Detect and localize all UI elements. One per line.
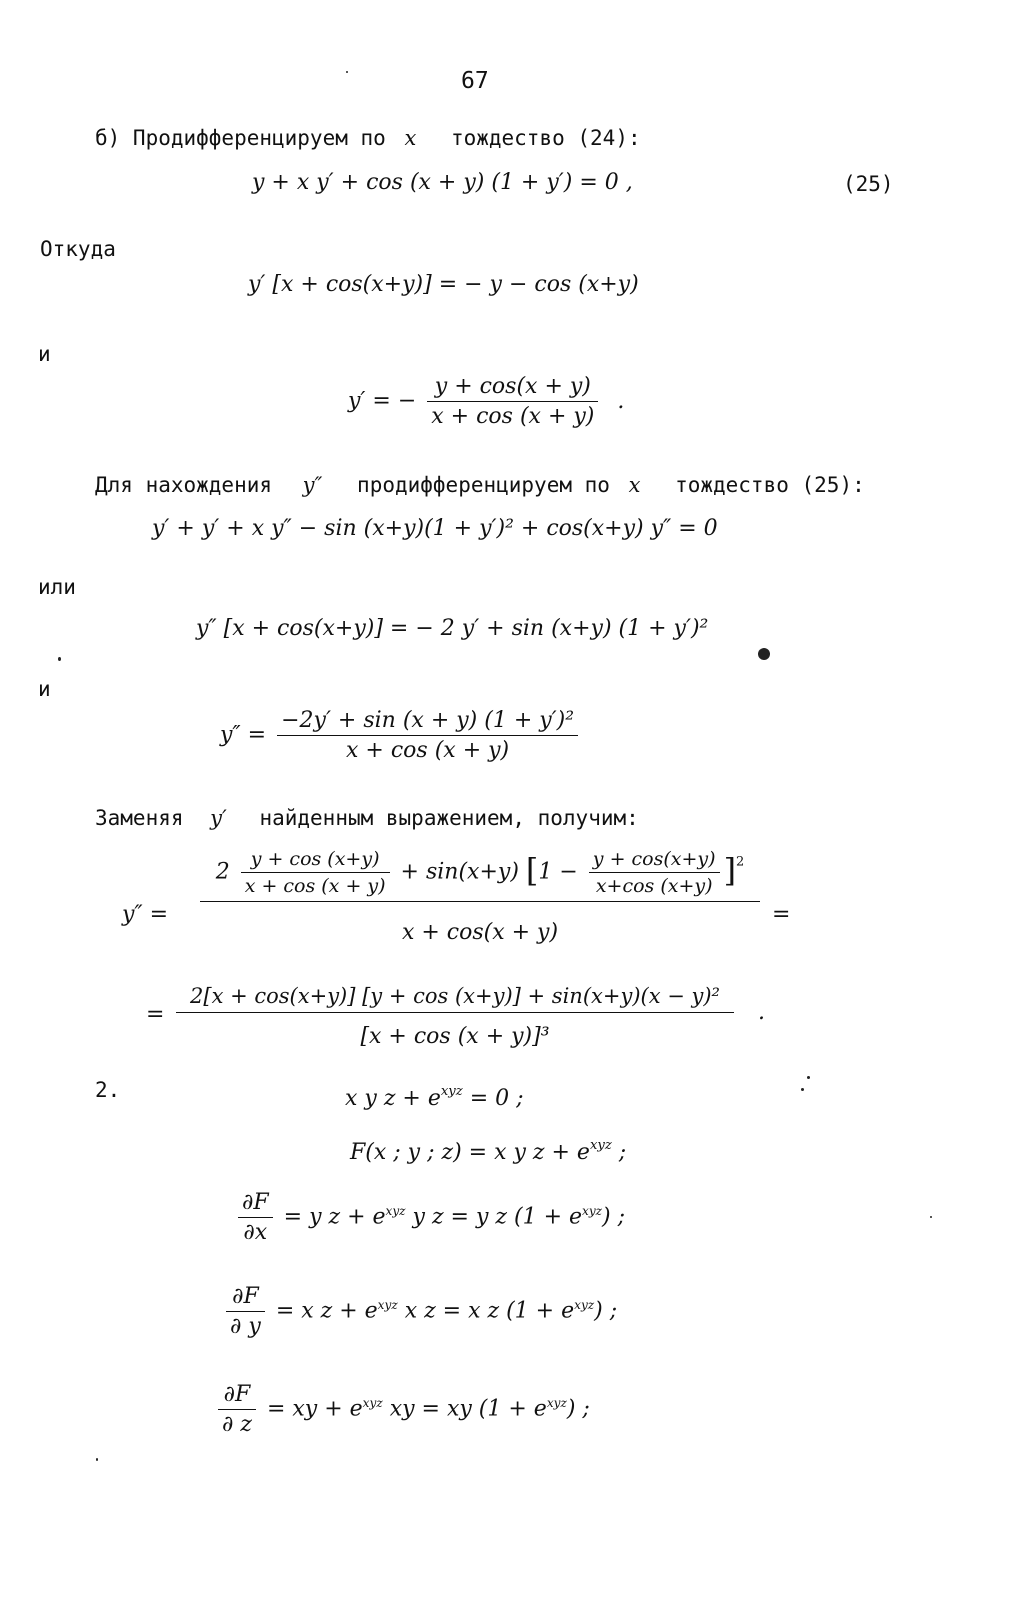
equation-dFdz-fraction — [218, 1382, 256, 1437]
equation-dFdy-b3: ) ; — [594, 1298, 618, 1324]
word-and-2: и — [38, 677, 51, 701]
equation-dFdy-e1: xyz — [377, 1298, 398, 1313]
equation-final-bracket-numerator: y + cos(x+y) — [589, 848, 720, 873]
equation-ypp-denominator: x + cos (x + y) — [346, 738, 510, 763]
equation-25-label: (25) — [843, 172, 894, 196]
equation-yprime-bracket: y′ [x + cos(x+y)] = − y − cos (x+y) — [248, 272, 639, 297]
equation-ypp-numerator: −2y′ + sin (x + y) (1 + y′)² — [277, 708, 578, 736]
scan-speck — [58, 657, 61, 661]
equation-yprime-denominator: x + cos (x + y) — [431, 404, 595, 429]
item-2: 2. — [95, 1078, 121, 1102]
equation-yprime-tail: . — [617, 388, 625, 414]
equation-dFdz — [214, 1382, 590, 1437]
equation-final-inner-fraction — [241, 848, 390, 897]
equation-final-one-minus: 1 − — [538, 859, 578, 885]
equation-dFdz-b2: xy = xy (1 + e — [382, 1396, 547, 1422]
equation-yprime-lhs: y′ = − — [348, 388, 417, 414]
equation-final-exp2: 2 — [736, 854, 745, 870]
equation-diff25: y′ + y′ + x y″ − sin (x+y)(1 + y′)² + cos(x+y) y″ = 0 — [152, 516, 718, 541]
equation-final-upper: 2 $\frac{y + \cos (x+y)}{x + \cos (x + y)}$ + sin(x+y) [1 − $\frac{y + \cos(x+y)}{x+\cos (x+y)}$ ]$^2$ — [200, 848, 760, 902]
equation-dFdy-e2: xyz — [574, 1298, 595, 1313]
intro-ypp-prefix: Для нахождения — [95, 473, 273, 497]
equation-final-denominator: x + cos(x + y) — [401, 920, 559, 945]
word-or: или — [38, 575, 76, 599]
equation-dFdz-b1: = xy + e — [266, 1396, 363, 1422]
equation-final-bracket-denominator: x+cos (x+y) — [595, 875, 713, 897]
equation-dFdx-b1: = y z + e — [283, 1204, 386, 1230]
intro-ypp-suffix: тождество (25): — [675, 473, 865, 497]
equation-dFdx-num: ∂F — [238, 1190, 273, 1218]
intro-sub-prefix: Заменяя — [95, 806, 184, 830]
equation-F — [350, 1138, 626, 1165]
equation-F-tail: ; — [611, 1139, 627, 1165]
intro-sub-var: y′ — [210, 806, 227, 830]
equation-ypp — [220, 708, 582, 763]
equation-dFdy-b2: x z = x z (1 + e — [397, 1298, 575, 1324]
equation-dFdy — [222, 1284, 617, 1339]
equation-xyz-tail: = 0 ; — [462, 1085, 524, 1111]
equation-F-exp: xyz — [589, 1138, 612, 1153]
equation-final2-tail: . — [758, 1000, 765, 1025]
equation-dFdx-b2: y z = y z (1 + e — [405, 1204, 583, 1230]
equation-dFdy-b1: = x z + e — [275, 1298, 378, 1324]
intro-sub — [95, 806, 639, 830]
intro-ypp-var: y″ — [302, 473, 323, 497]
equation-dFdx-fraction — [238, 1190, 273, 1245]
equation-xyz-exp: xyz — [440, 1084, 463, 1099]
scan-speck — [346, 71, 348, 73]
word-whence: Откуда — [40, 237, 116, 261]
word-and-1: и — [38, 342, 51, 366]
equation-yprime-fraction — [427, 374, 598, 429]
equation-dFdz-b3: ) ; — [566, 1396, 590, 1422]
intro-sub-suffix: найденным выражением, получим: — [259, 806, 639, 830]
equation-dFdz-num: ∂F — [218, 1382, 256, 1410]
equation-yprime-numerator: y + cos(x + y) — [427, 374, 598, 402]
equation-final-inner-numerator: y + cos (x+y) — [241, 848, 390, 873]
equation-dFdy-fraction — [226, 1284, 265, 1339]
equation-dFdz-e1: xyz — [362, 1396, 383, 1411]
intro-ypp-middle: продифференцируем по — [357, 473, 610, 497]
equation-final2-denominator: [x + cos (x + y)]³ — [360, 1024, 550, 1049]
equation-xyz — [345, 1084, 524, 1111]
equation-dFdx-den: ∂x — [243, 1220, 268, 1245]
scan-speck — [930, 1216, 932, 1218]
intro-b-prefix: б) Продифференцируем по — [95, 126, 386, 150]
scan-speck — [801, 1088, 804, 1091]
intro-b-suffix: тождество (24): — [450, 126, 641, 150]
intro-b-var: x — [404, 126, 417, 150]
equation-dFdx — [234, 1190, 625, 1245]
equation-yprime — [348, 374, 624, 429]
equation-final2-numerator: 2[x + cos(x+y)] [y + cos (x+y)] + sin(x+y)(x − y)² — [176, 984, 734, 1013]
equation-ypp-fraction — [277, 708, 578, 763]
equation-dFdx-e1: xyz — [385, 1204, 406, 1219]
equation-dFdx-b3: ) ; — [602, 1204, 626, 1230]
intro-b — [95, 126, 641, 150]
equation-final-equals: = — [772, 902, 791, 927]
equation-final-plus-sin: + sin(x+y) — [400, 859, 519, 885]
equation-dFdx-e2: xyz — [582, 1204, 603, 1219]
equation-final-lhs: y″ = — [122, 902, 169, 927]
scan-speck — [96, 1458, 98, 1461]
equation-dFdy-num: ∂F — [226, 1284, 265, 1312]
equation-dFdz-den: ∂ z — [222, 1412, 252, 1437]
equation-ypp-lhs: y″ = — [220, 722, 267, 748]
intro-ypp — [95, 473, 865, 497]
equation-dFdy-den: ∂ y — [230, 1314, 261, 1339]
scan-speck-large — [758, 648, 770, 660]
intro-ypp-var2: x — [628, 473, 641, 497]
equation-xyz-base: x y z + e — [345, 1085, 441, 1111]
page-number: 67 — [461, 68, 489, 94]
equation-final-coef: 2 — [215, 859, 230, 885]
equation-dFdz-e2: xyz — [546, 1396, 567, 1411]
equation-final2-eq: = — [146, 1002, 165, 1027]
equation-F-base: F(x ; y ; z) = x y z + e — [350, 1139, 590, 1165]
equation-final-bracket-fraction — [589, 848, 720, 897]
equation-final-inner-denominator: x + cos (x + y) — [244, 875, 386, 897]
equation-25: y + x y′ + cos (x + y) (1 + y′) = 0 , — [252, 170, 633, 195]
scan-speck — [807, 1076, 810, 1079]
equation-ypp-bracket: y″ [x + cos(x+y)] = − 2 y′ + sin (x+y) (1 + y′)² — [196, 616, 709, 641]
